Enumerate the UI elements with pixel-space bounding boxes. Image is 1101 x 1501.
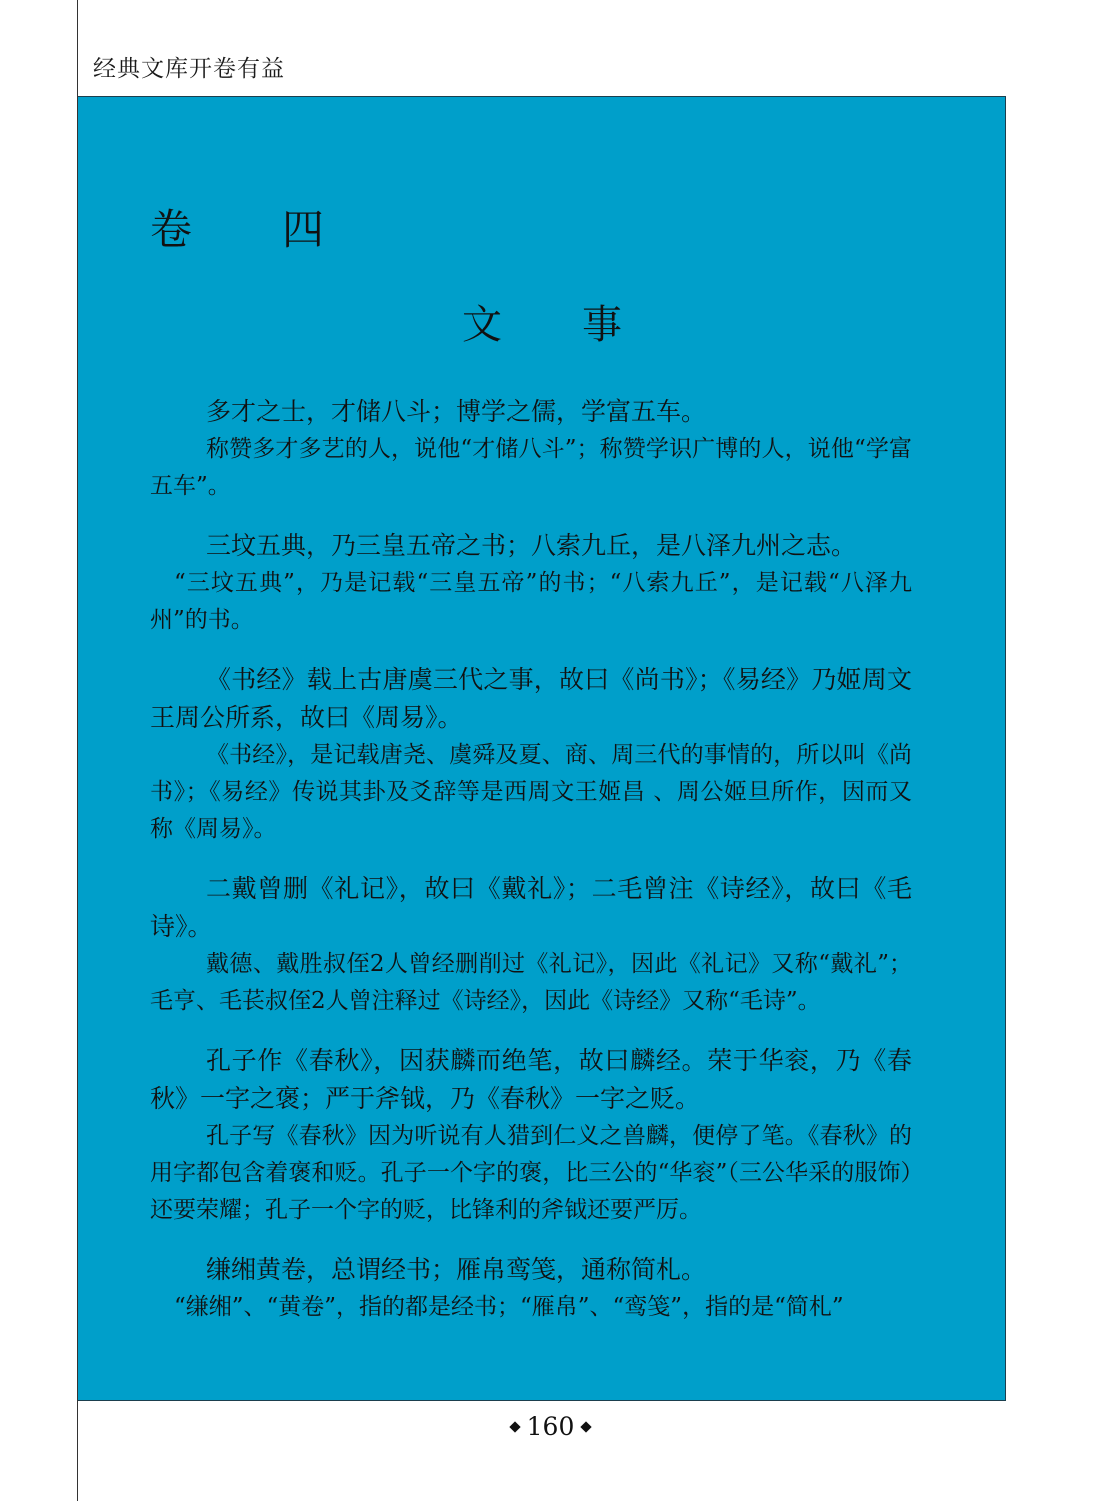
entry-1: [150, 393, 912, 505]
gloss-text: “三坟五典”，乃是记载“三皇五帝”的书；“八索九丘”，是记载“八泽九州”的书。: [150, 570, 912, 633]
verse-text: 三坟五典，乃三皇五帝之书；八索九丘，是八泽九州之志。: [206, 531, 857, 560]
running-header: 经典文库开卷有益: [93, 56, 285, 82]
entry-6: [150, 1251, 912, 1326]
verse-text: 缣缃黄卷，总谓经书；雁帛鸾笺，通称简札。: [206, 1255, 707, 1284]
entry-3: [150, 661, 912, 848]
verse-text: 《书经》载上古唐虞三代之事，故曰《尚书》；《易经》乃姬周文王周公所系，故曰《周易》。: [150, 665, 912, 732]
gloss-text: 《书经》，是记载唐尧、虞舜及夏、商、周三代的事情的，所以叫《尚书》；《易经》传说其卦及爻辞等是西周文王姬昌 、周公姬旦所作，因而又称《周易》。: [150, 742, 912, 842]
gloss-text: 孔子写《春秋》因为听说有人猎到仁义之兽麟，便停了笔。《春秋》的用字都包含着褒和贬。孔子一个字的褒，比三公的“华衮”（三公华采的服饰）还要荣耀；孔子一个字的贬，比锋利的斧钺还要严厉。: [150, 1123, 912, 1223]
diamond-bullet-icon: [581, 1421, 592, 1432]
content-panel: [78, 96, 1006, 1401]
entry-2: [150, 527, 912, 639]
section-title: 文 事: [462, 302, 622, 348]
page-footer: [0, 1412, 1101, 1441]
body-text: [150, 393, 912, 1348]
gloss-text: 戴德、戴胜叔侄2人曾经删削过《礼记》，因此《礼记》又称“戴礼”；毛亨、毛苌叔侄2人曾注释过《诗经》，因此《诗经》又称“毛诗”。: [150, 951, 912, 1014]
gloss-text: 称赞多才多艺的人，说他“才储八斗”；称赞学识广博的人，说他“学富五车”。: [150, 436, 912, 499]
gloss-text: “缣缃”、“黄卷”，指的都是经书；“雁帛”、“鸾笺”，指的是“简札”: [174, 1294, 844, 1320]
verse-text: 孔子作《春秋》，因获麟而绝笔，故曰麟经。荣于华衮，乃《春秋》一字之褒；严于斧钺，乃《春秋》一字之贬。: [150, 1046, 912, 1113]
volume-title: 卷 四: [150, 205, 327, 254]
entry-5: [150, 1042, 912, 1229]
diamond-bullet-icon: [509, 1421, 520, 1432]
page-number: 160: [526, 1412, 575, 1441]
verse-text: 二戴曾删《礼记》，故曰《戴礼》；二毛曾注《诗经》，故曰《毛诗》。: [150, 874, 912, 941]
entry-4: [150, 870, 912, 1020]
verse-text: 多才之士，才储八斗；博学之儒，学富五车。: [206, 397, 707, 426]
